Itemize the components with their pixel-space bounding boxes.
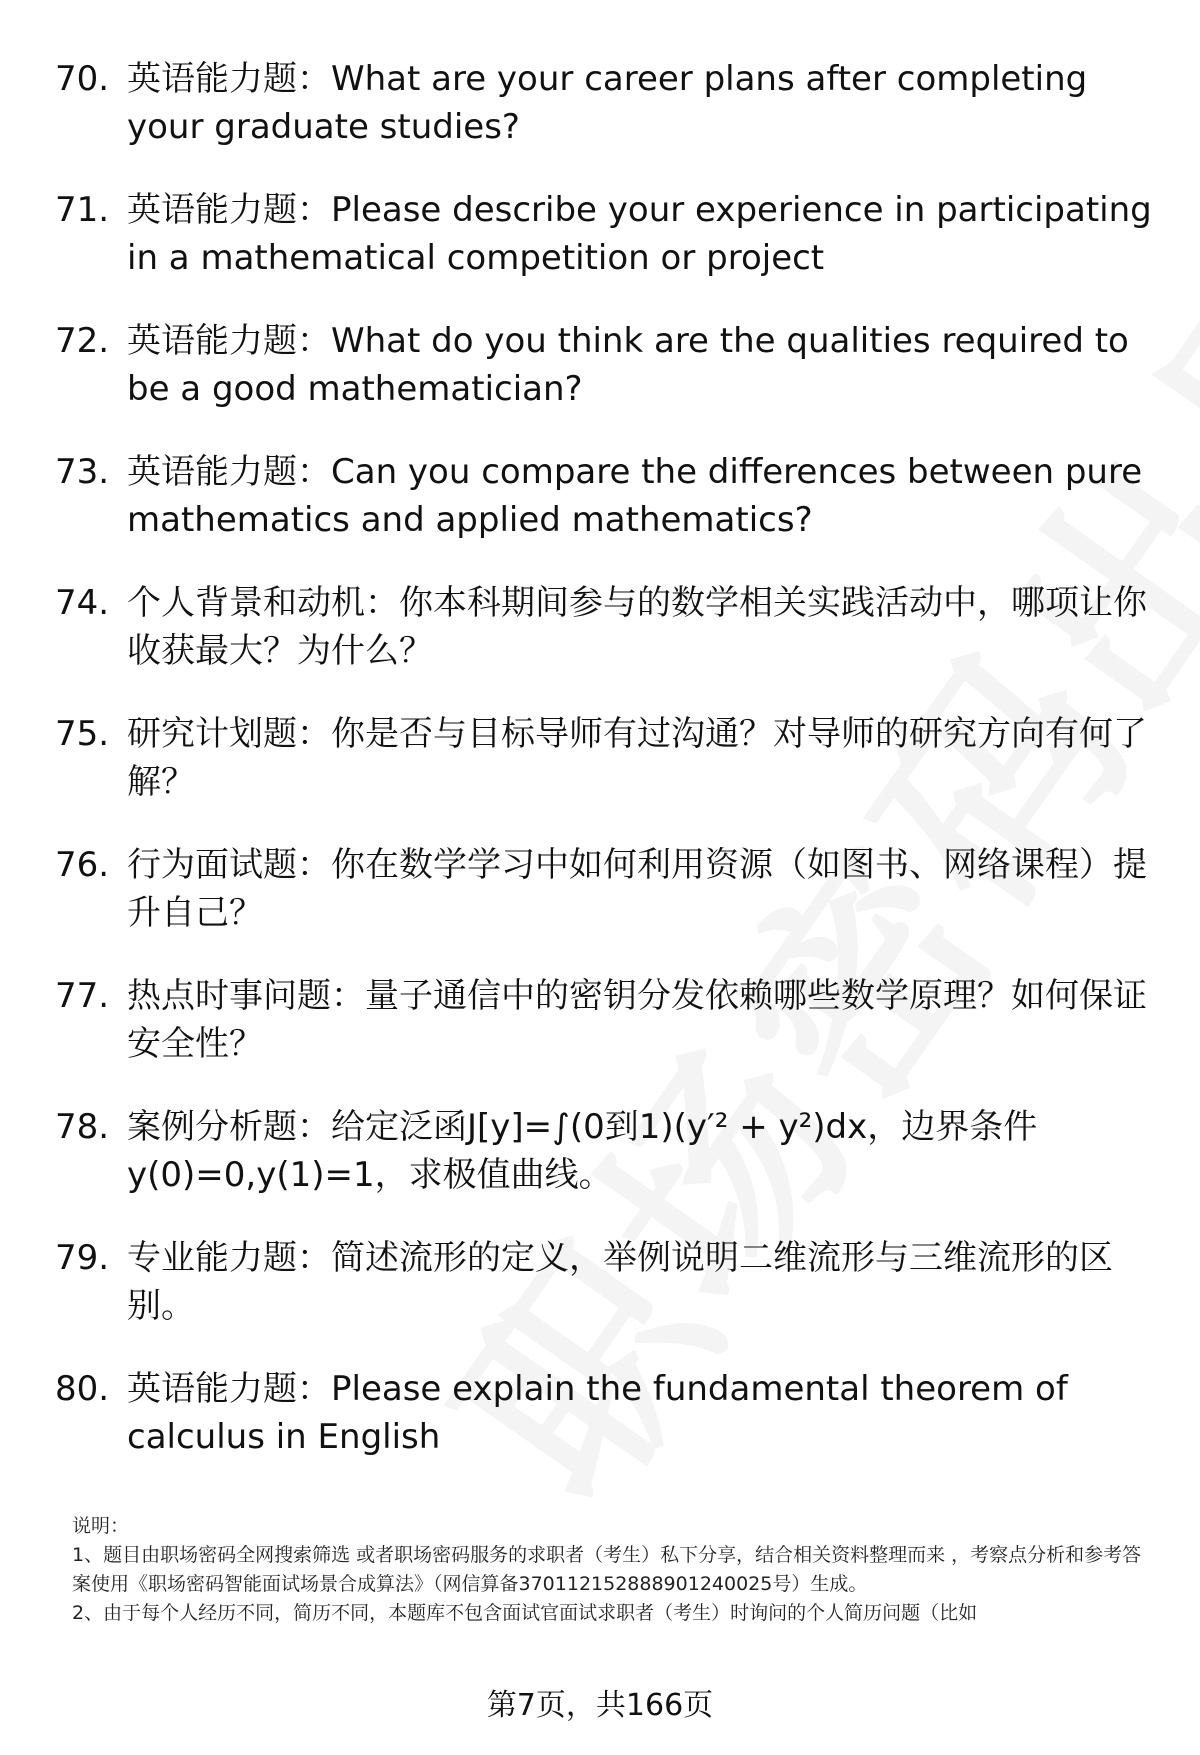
question-number: 78. [55,1107,110,1147]
question-item [0,841,1200,937]
question-text: 行为面试题：你在数学学习中如何利用资源（如图书、网络课程）提升自己？ [127,845,1147,933]
question-number: 79. [55,1238,110,1278]
question-item [0,1234,1200,1330]
question-list [0,55,1200,1496]
question-text: 热点时事问题：量子通信中的密钥分发依赖哪些数学原理？如何保证安全性？ [127,976,1147,1064]
question-item [0,186,1200,282]
question-text: 英语能力题：What are your career plans after completing your graduate studies? [127,59,1088,147]
question-item [0,579,1200,675]
question-number: 77. [55,976,110,1016]
question-number: 70. [55,59,110,99]
notes-section [72,1512,1152,1628]
question-item [0,55,1200,151]
question-text: 英语能力题：Please describe your experience in participating in a mathematical competition or project [127,190,1152,278]
question-item [0,972,1200,1068]
question-number: 73. [55,452,110,492]
question-number: 76. [55,845,110,885]
question-text: 专业能力题：简述流形的定义，举例说明二维流形与三维流形的区别。 [127,1238,1113,1326]
notes-line-1: 1、题目由职场密码全网搜索筛选 或者职场密码服务的求职者（考生）私下分享，结合相关资料整理而来 ，考察点分析和参考答案使用《职场密码智能面试场景合成算法》（网信算备370112152888901240025号）生成。 [72,1544,1142,1595]
question-number: 75. [55,714,110,754]
question-number: 74. [55,583,110,623]
question-number: 71. [55,190,110,230]
question-item [0,1103,1200,1199]
question-item [0,317,1200,413]
question-text: 个人背景和动机：你本科期间参与的数学相关实践活动中，哪项让你收获最大？为什么？ [127,583,1147,671]
page-footer: 第7页，共166页 [486,1688,714,1723]
notes-heading: 说明： [72,1515,130,1537]
question-item [0,710,1200,806]
question-number: 72. [55,321,110,361]
question-item [0,448,1200,544]
notes-line-2: 2、由于每个人经历不同，简历不同，本题库不包含面试官面试求职者（考生）时询问的个人简历问题（比如 [72,1602,978,1624]
question-text: 案例分析题：给定泛函J[y]=∫(0到1)(y′² + y²)dx，边界条件y(0)=0,y(1)=1，求极值曲线。 [127,1107,1038,1195]
question-text: 英语能力题：Can you compare the differences between pure mathematics and applied mathematics? [127,452,1143,540]
question-number: 80. [55,1369,110,1409]
question-item [0,1365,1200,1461]
question-text: 英语能力题：What do you think are the qualities required to be a good mathematician? [127,321,1129,409]
question-text: 研究计划题：你是否与目标导师有过沟通？对导师的研究方向有何了解？ [127,714,1147,802]
question-text: 英语能力题：Please explain the fundamental theorem of calculus in English [127,1369,1068,1457]
